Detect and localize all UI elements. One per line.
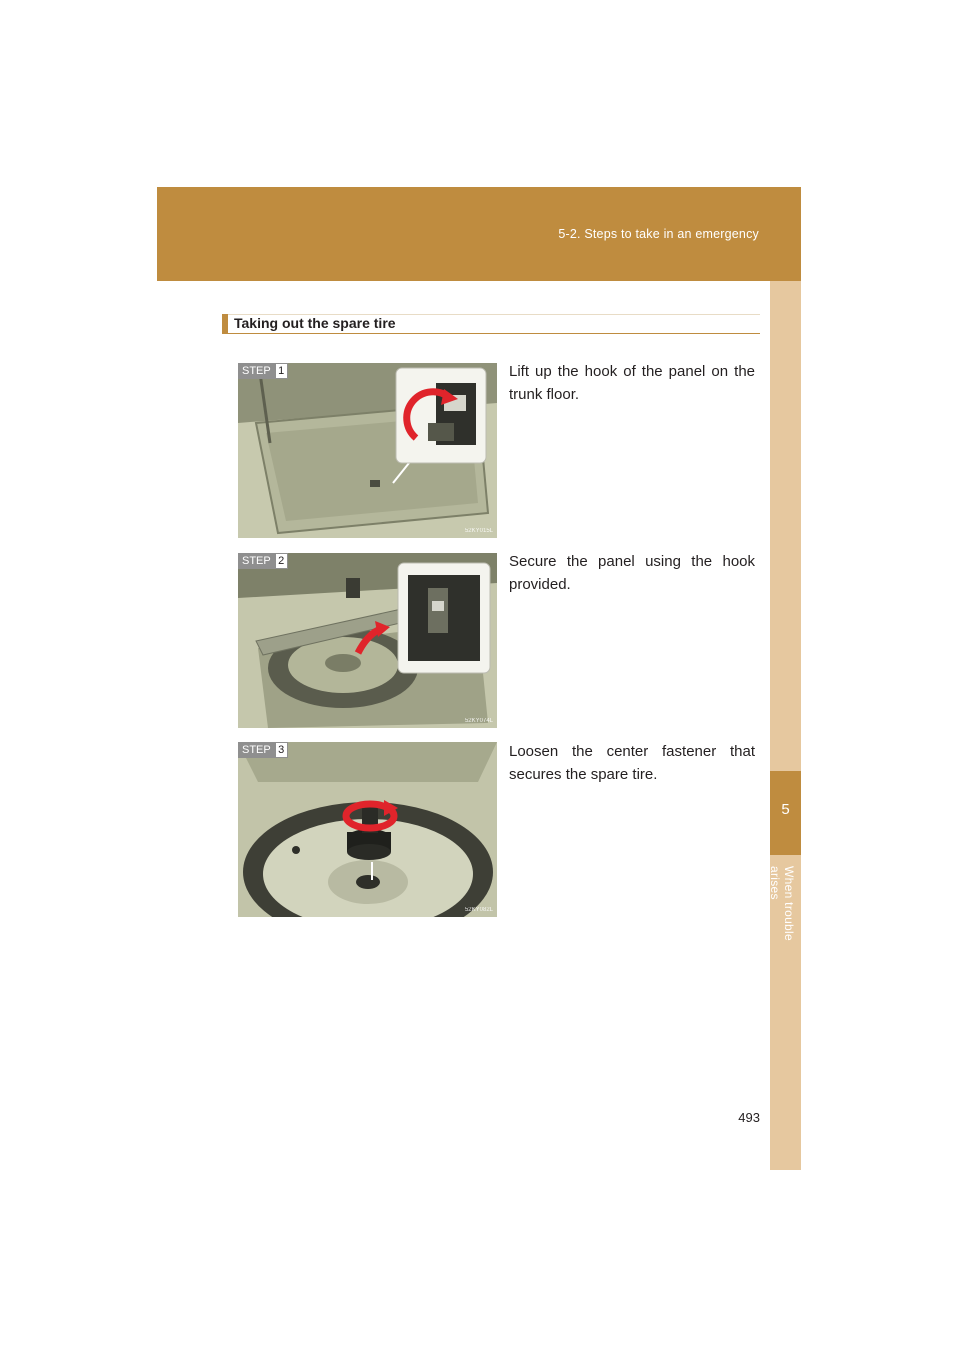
step-word: STEP <box>238 363 275 379</box>
step-1-illustration <box>238 363 497 538</box>
trunk-open-illustration <box>238 363 497 538</box>
step-3-badge <box>238 742 288 758</box>
heading-accent-bar <box>222 314 228 333</box>
step-word: STEP <box>238 742 275 758</box>
chapter-number: 5 <box>781 801 790 818</box>
chapter-label: When trouble arises <box>768 866 796 941</box>
chapter-number-tab <box>770 771 801 855</box>
step-2-illustration <box>238 553 497 728</box>
step-2-text: Secure the panel using the hook provided. <box>509 553 755 593</box>
step-number: 3 <box>275 742 288 758</box>
step-1-badge <box>238 363 288 379</box>
step-number: 1 <box>275 363 288 379</box>
header-band <box>157 187 801 281</box>
chapter-side-tab <box>770 281 801 1170</box>
spare-tire-fastener-illustration <box>238 742 497 917</box>
step-number: 2 <box>275 553 288 569</box>
heading-text: Taking out the spare tire <box>234 315 396 331</box>
section-heading <box>222 314 760 334</box>
step-word: STEP <box>238 553 275 569</box>
step-3-illustration <box>238 742 497 917</box>
page-number: 493 <box>738 1110 760 1125</box>
image-code: 52KY074L <box>464 718 493 724</box>
step-3-text: Loosen the center fastener that secures the spare tire. <box>509 743 755 783</box>
step-2-badge <box>238 553 288 569</box>
image-code: 52KY015L <box>464 528 493 534</box>
image-code: 52KY082L <box>464 907 493 913</box>
section-title: 5-2. Steps to take in an emergency <box>558 227 759 241</box>
step-1-text: Lift up the hook of the panel on the trunk floor. <box>509 363 755 403</box>
trunk-panel-lifted-illustration <box>238 553 497 728</box>
